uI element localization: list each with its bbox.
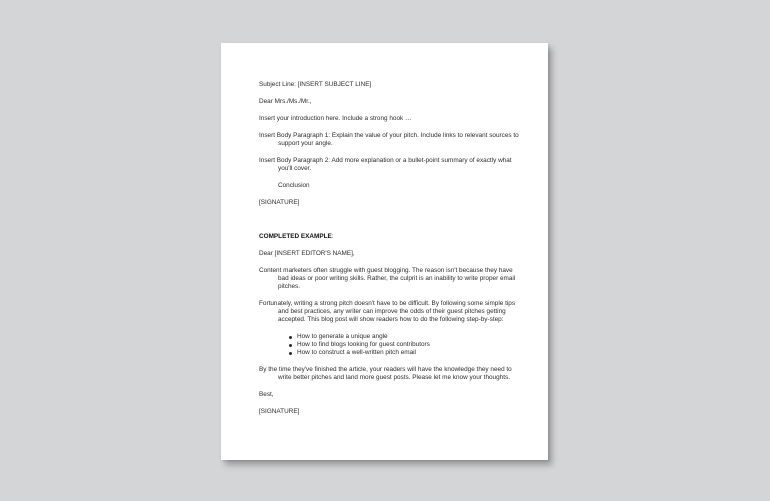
example-signature: [SIGNATURE]	[259, 408, 300, 415]
example-paragraph-2: Fortunately, writing a strong pitch doesn't have to be difficult. By following some simple tips and best practices, any writer can improve the odds of their guest pitches getting accepted. This blog post will show readers how to do the following step-by-step:	[259, 300, 516, 323]
example-paragraph-3: By the time they've finished the article, your readers will have the knowledge they need to write better pitches and land more guest posts. Please let me know your thoughts.	[259, 366, 512, 381]
template-intro: Insert your introduction here. Include a strong hook …	[259, 115, 412, 122]
example-closing: Best,	[259, 391, 274, 398]
section-spacer	[259, 216, 524, 233]
bullet-item: How to generate a unique angle	[297, 333, 524, 341]
document-content	[259, 81, 524, 425]
template-conclusion: Conclusion	[278, 182, 310, 189]
example-heading: COMPLETED EXAMPLE	[259, 233, 332, 240]
subject-line: Subject Line: [INSERT SUBJECT LINE]	[259, 81, 372, 88]
template-body-2: Insert Body Paragraph 2: Add more explanation or a bullet-point summary of exactly what you'll cover.	[259, 157, 512, 172]
example-bullet-list	[259, 333, 524, 357]
example-paragraph-1: Content marketers often struggle with guest blogging. The reason isn't because they have bad ideas or poor writing skills. Rather, the culprit is an inability to write proper email pitches.	[259, 267, 516, 290]
template-greeting: Dear Mrs./Ms./Mr.,	[259, 98, 312, 105]
example-greeting: Dear [INSERT EDITOR'S NAME],	[259, 250, 355, 257]
bullet-item: How to find blogs looking for guest contributors	[297, 341, 524, 349]
example-heading-line	[259, 233, 524, 241]
example-heading-colon: :	[331, 233, 334, 240]
bullet-item: How to construct a well-written pitch email	[297, 349, 524, 357]
template-signature: [SIGNATURE]	[259, 199, 300, 206]
document-page	[221, 43, 548, 460]
template-body-1: Insert Body Paragraph 1: Explain the value of your pitch. Include links to relevant sources to support your angle.	[259, 132, 519, 147]
